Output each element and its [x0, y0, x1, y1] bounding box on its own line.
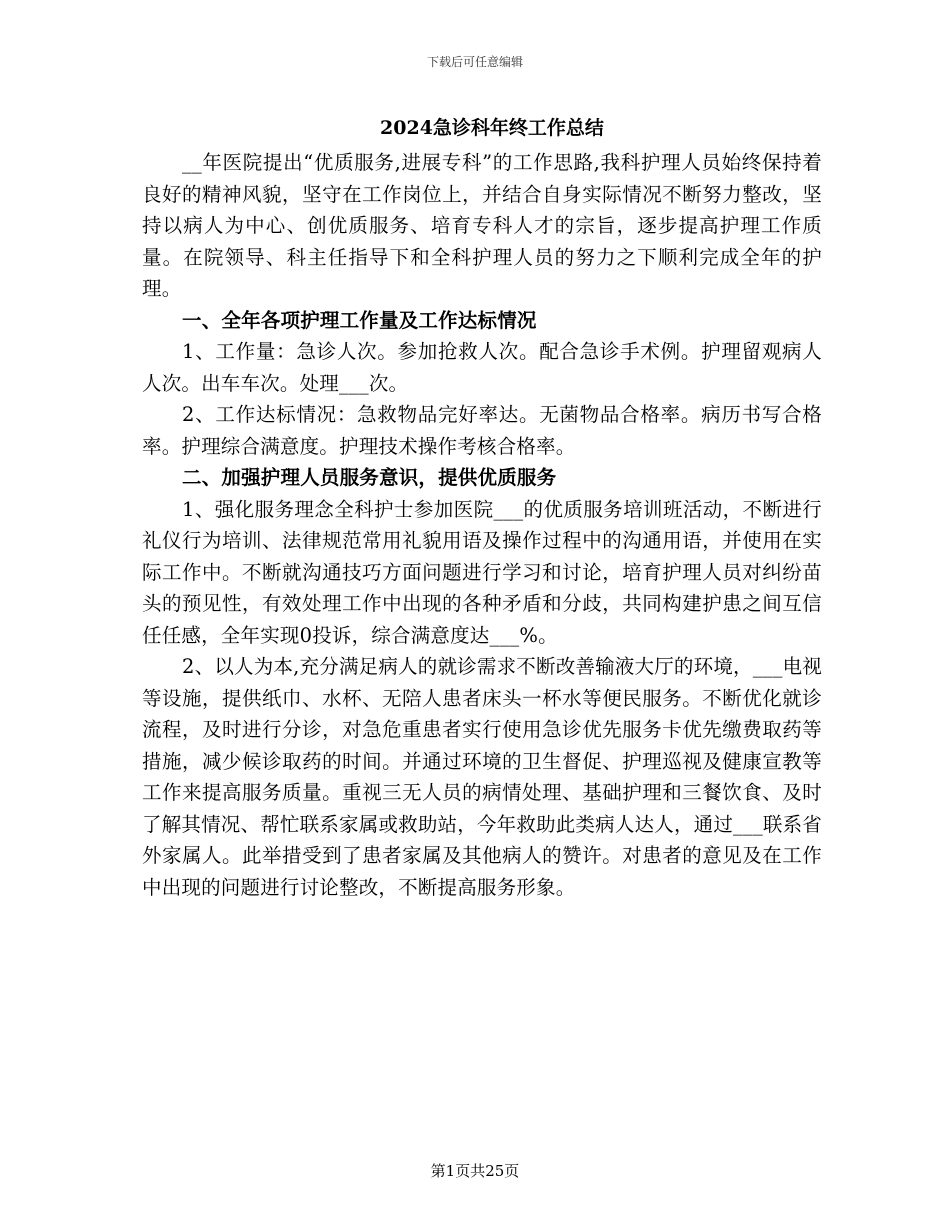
- section1-item-2: 2、工作达标情况：急救物品完好率达。无菌物品合格率。病历书写合格率。护理综合满意度。护理技术操作考核合格率。: [142, 403, 822, 458]
- document-title: 2024急诊科年终工作总结: [380, 117, 604, 139]
- document-body: [142, 113, 822, 903]
- intro-paragraph: __年医院提出“优质服务,进展专科”的工作思路,我科护理人员始终保持着良好的精神风貌，坚守在工作岗位上，并结合自身实际情况不断努力整改，坚持以病人为中心、创优质服务、培育专科人才的宗旨，逐步提高护理工作质量。在院领导、科主任指导下和全科护理人员的努力之下顺利完成全年的护理。: [142, 151, 822, 300]
- page-footer: 第1页共25页: [430, 1162, 520, 1180]
- section1-item-1: 1、工作量：急诊人次。参加抢救人次。配合急诊手术例。护理留观病人人次。出车车次。处理___次。: [142, 340, 822, 395]
- section-heading-1: 一、全年各项护理工作量及工作达标情况: [182, 308, 537, 332]
- section2-item-1: 1、强化服务理念全科护士参加医院___的优质服务培训班活动，不断进行礼仪行为培训、法律规范常用礼貌用语及操作过程中的沟通用语，并使用在实际工作中。不断就沟通技巧方面问题进行学习和讨论，培育护理人员对纠纷苗头的预见性，有效处理工作中出现的各种矛盾和分歧，共同构建护患之间互信任任感，全年实现0投诉，综合满意度达___%。: [142, 497, 822, 647]
- section-heading-2: 二、加强护理人员服务意识，提供优质服务: [182, 466, 557, 489]
- page-header: 下载后可任意编辑: [426, 55, 523, 69]
- section2-item-2: 2、以人为本,充分满足病人的就诊需求不断改善输液大厅的环境，___电视等设施，提供纸巾、水杯、无陪人患者床头一杯水等便民服务。不断优化就诊流程，及时进行分诊，对急危重患者实行使用急诊优先服务卡优先缴费取药等措施，减少候诊取药的时间。并通过环境的卫生督促、护理巡视及健康宣教等工作来提高服务质量。重视三无人员的病情处理、基础护理和三餐饮食、及时了解其情况、帮忙联系家属或救助站，今年救助此类病人达人，通过___联系省外家属人。此举措受到了患者家属及其他病人的赞许。对患者的意见及在工作中出现的问题进行讨论整改，不断提高服务形象。: [142, 655, 822, 899]
